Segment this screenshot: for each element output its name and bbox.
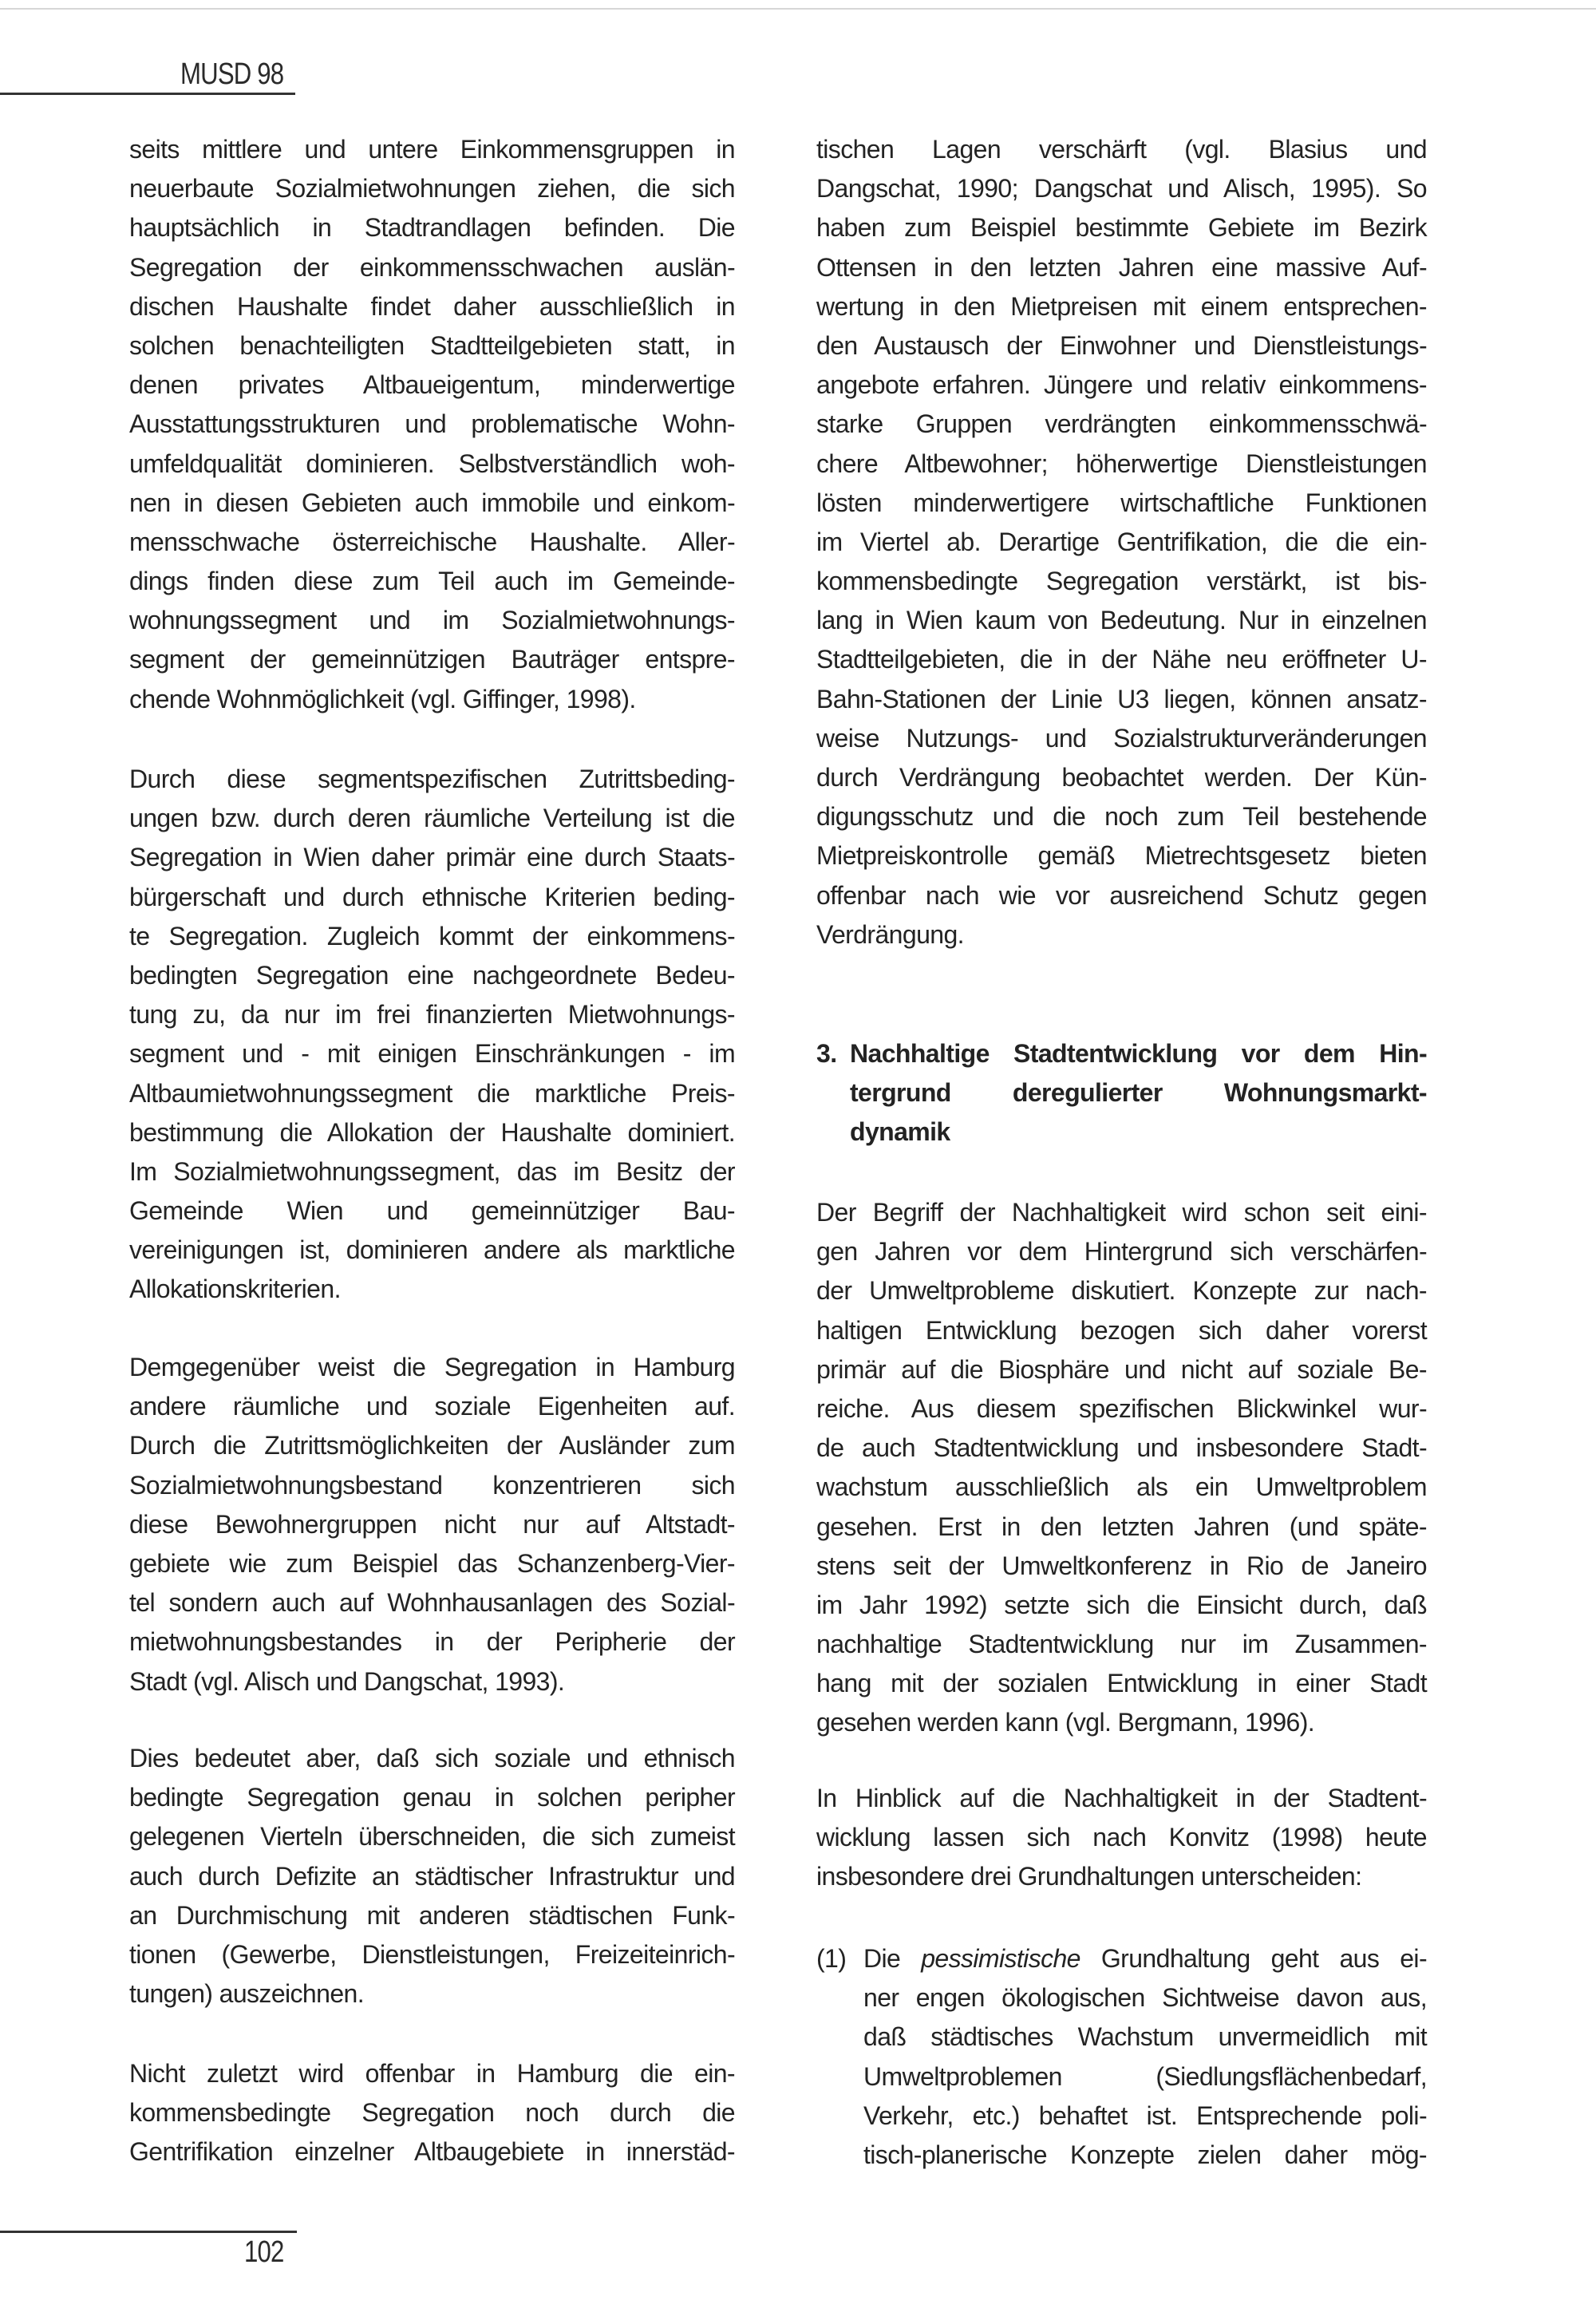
- text-line: gebiete wie zum Beispiel das Schanzenberg-Vier-: [129, 1548, 735, 1578]
- text-line: dynamik: [850, 1117, 950, 1147]
- text-line: Sozialmietwohnungsbestand konzentrieren sich: [129, 1470, 735, 1500]
- text-line: chende Wohnmöglichkeit (vgl. Giffinger, 1998).: [129, 684, 636, 713]
- text-line: lösten minderwertigere wirtschaftliche Funktionen: [816, 488, 1427, 517]
- text-line: solchen benachteiligten Stadtteilgebieten statt, in: [129, 330, 735, 360]
- right-paragraph-3: [816, 1779, 1427, 1897]
- text-line: bedingte Segregation genau in solchen peripher: [129, 1783, 735, 1812]
- text-line: bürgerschaft und durch ethnische Kriterien beding-: [129, 882, 735, 911]
- text-line: weise Nutzungs- und Sozialstrukturveränderungen: [816, 723, 1427, 753]
- text-line: Gemeinde Wien und gemeinnütziger Bau-: [129, 1196, 735, 1226]
- text-line: wohnungssegment und im Sozialmietwohnungs-: [129, 606, 735, 635]
- text-line: an Durchmischung mit anderen städtischen Funk-: [129, 1900, 735, 1930]
- text-line: Ottensen in den letzten Jahren eine massive Auf-: [816, 252, 1427, 282]
- text-line: Segregation der einkommensschwachen auslän-: [129, 252, 735, 282]
- text-line: reiche. Aus diesem spezifischen Blickwinkel wur-: [816, 1393, 1427, 1423]
- left-paragraph-1: [129, 130, 735, 719]
- text-line: Altbaumietwohnungssegment die marktliche Preis-: [129, 1078, 735, 1108]
- text-line: insbesondere drei Grundhaltungen unterscheiden:: [816, 1862, 1362, 1891]
- text-line: Mietpreiskontrolle gemäß Mietrechtsgesetz bieten: [816, 841, 1427, 871]
- text-line: tung zu, da nur im frei finanzierten Mietwohnungs-: [129, 1000, 735, 1030]
- text-line: tungen) auszeichnen.: [129, 1979, 365, 2009]
- footer-rule: [0, 2231, 297, 2233]
- text-line: kommensbedingte Segregation verstärkt, ist bis-: [816, 567, 1427, 596]
- text-line: bedingten Segregation eine nachgeordnete Bedeu-: [129, 960, 735, 990]
- text-line: bestimmung die Allokation der Haushalte dominiert.: [129, 1117, 735, 1147]
- list-marker: (1): [816, 1944, 847, 1973]
- section-title: [850, 1034, 1427, 1152]
- text-line: digungsschutz und die noch zum Teil bestehende: [816, 802, 1427, 832]
- text-line: Stadtteilgebieten, die in der Nähe neu eröffneter U-: [816, 645, 1427, 674]
- list-item: [816, 1939, 1427, 2175]
- text-line: nachhaltige Stadtentwicklung nur im Zusammen-: [816, 1630, 1427, 1659]
- text-line: angebote erfahren. Jüngere und relativ einkommens-: [816, 370, 1427, 400]
- text-line: hang mit der sozialen Entwicklung in einer Stadt: [816, 1669, 1427, 1698]
- page-number: 102: [244, 2235, 284, 2269]
- text-run: Die: [863, 1944, 922, 1973]
- text-line: haben zum Beispiel bestimmte Gebiete im Bezirk: [816, 213, 1427, 243]
- left-paragraph-4: [129, 1739, 735, 2014]
- section-heading: [816, 1034, 1427, 1152]
- text-line: haltigen Entwicklung bezogen sich daher vorerst: [816, 1315, 1427, 1345]
- text-line: tel sondern auch auf Wohnhausanlagen des Sozial-: [129, 1588, 735, 1618]
- right-paragraph-1: [816, 130, 1427, 954]
- text-line: chere Altbewohner; höherwertige Dienstleistungen: [816, 449, 1427, 478]
- text-line: stens seit der Umweltkonferenz in Rio de Janeiro: [816, 1551, 1427, 1580]
- section-number: 3.: [816, 1039, 837, 1068]
- text-line: lang in Wien kaum von Bedeutung. Nur in einzelnen: [816, 606, 1427, 635]
- text-line: Demgegenüber weist die Segregation in Hamburg: [129, 1353, 735, 1381]
- text-line: neuerbaute Sozialmietwohnungen ziehen, die sich: [129, 174, 735, 204]
- text-line: de auch Stadtentwicklung und insbesondere Stadt-: [816, 1433, 1427, 1463]
- text-line: te Segregation. Zugleich kommt der einkommens-: [129, 921, 735, 950]
- text-line: wicklung lassen sich nach Konvitz (1998) heute: [816, 1823, 1427, 1852]
- text-line: im Viertel ab. Derartige Gentrifikation, die die ein-: [816, 527, 1427, 556]
- text-line: Bahn-Stationen der Linie U3 liegen, können ansatz-: [816, 684, 1427, 713]
- right-paragraph-2: [816, 1193, 1427, 1743]
- text-line: Nicht zuletzt wird offenbar in Hamburg die ein-: [129, 2059, 735, 2088]
- text-line: offenbar nach wie vor ausreichend Schutz gegen: [816, 880, 1427, 910]
- text-line: hauptsächlich in Stadtrandlagen befinden. Die: [129, 213, 735, 243]
- text-line: segment und - mit einigen Einschränkungen - im: [129, 1039, 735, 1069]
- text-line: daß städtisches Wachstum unvermeidlich mit: [863, 2022, 1427, 2052]
- text-line: dings finden diese zum Teil auch im Gemeinde-: [129, 567, 735, 596]
- text-line: Durch diese segmentspezifischen Zutrittsbeding-: [129, 765, 735, 793]
- left-paragraph-2: [129, 760, 735, 1310]
- text-line: Verkehr, etc.) behaftet ist. Entsprechende poli-: [863, 2101, 1427, 2130]
- text-run: Grundhaltung geht aus ei-: [1080, 1944, 1428, 1973]
- text-line: tischen Lagen verschärft (vgl. Blasius und: [816, 135, 1427, 164]
- text-line: dischen Haushalte findet daher ausschließlich in: [129, 291, 735, 321]
- text-line: seits mittlere und untere Einkommensgruppen in: [129, 135, 735, 164]
- text-line: vereinigungen ist, dominieren andere als marktliche: [129, 1235, 735, 1265]
- text-line: Ausstattungsstrukturen und problematische Wohn-: [129, 409, 735, 439]
- text-line: ner engen ökologischen Sichtweise davon aus,: [863, 1983, 1427, 2013]
- header-rule: [0, 93, 295, 95]
- text-line: [863, 1939, 1427, 1978]
- left-paragraph-5: [129, 2054, 735, 2172]
- text-line: gen Jahren vor dem Hintergrund sich verschärfen-: [816, 1237, 1427, 1267]
- text-line: primär auf die Biosphäre und nicht auf soziale Be-: [816, 1354, 1427, 1384]
- emphasis-text: pessimistische: [921, 1944, 1080, 1973]
- text-line: durch Verdrängung beobachtet werden. Der Kün-: [816, 763, 1427, 792]
- text-line: Dies bedeutet aber, daß sich soziale und ethnisch: [129, 1744, 735, 1773]
- text-line: starke Gruppen verdrängten einkommensschwä-: [816, 409, 1427, 439]
- text-line: mietwohnungsbestandes in der Peripherie der: [129, 1627, 735, 1657]
- left-paragraph-3: [129, 1348, 735, 1701]
- text-line: segment der gemeinnützigen Bauträger entspre-: [129, 645, 735, 674]
- text-line: Durch die Zutrittsmöglichkeiten der Ausländer zum: [129, 1431, 735, 1460]
- running-head: MUSD 98: [180, 57, 284, 91]
- text-line: Verdrängung.: [816, 919, 964, 949]
- text-line: denen privates Altbaueigentum, minderwertige: [129, 370, 735, 400]
- text-line: auch durch Defizite an städtischer Infrastruktur und: [129, 1861, 735, 1891]
- text-line: mensschwache österreichische Haushalte. Aller-: [129, 527, 735, 556]
- text-line: Stadt (vgl. Alisch und Dangschat, 1993).: [129, 1666, 565, 1696]
- scan-edge-line: [0, 8, 1596, 10]
- text-line: umfeldqualität dominieren. Selbstverständlich woh-: [129, 449, 735, 478]
- list-item-lines: [863, 1978, 1427, 2175]
- text-line: Nachhaltige Stadtentwicklung vor dem Hin-: [850, 1039, 1427, 1068]
- text-line: diese Bewohnergruppen nicht nur auf Altstadt-: [129, 1509, 735, 1539]
- text-line: gesehen werden kann (vgl. Bergmann, 1996).: [816, 1708, 1315, 1737]
- text-line: ungen bzw. durch deren räumliche Verteilung ist die: [129, 804, 735, 833]
- text-line: gelegenen Vierteln überschneiden, die sich zumeist: [129, 1822, 735, 1852]
- text-line: den Austausch der Einwohner und Dienstleistungs-: [816, 330, 1427, 360]
- text-line: tionen (Gewerbe, Dienstleistungen, Freizeiteinrich-: [129, 1939, 735, 1969]
- text-line: nen in diesen Gebieten auch immobile und einkom-: [129, 488, 735, 517]
- text-line: Segregation in Wien daher primär eine durch Staats-: [129, 843, 735, 872]
- text-line: Der Begriff der Nachhaltigkeit wird schon seit eini-: [816, 1198, 1427, 1227]
- text-line: wachstum ausschließlich als ein Umweltproblem: [816, 1472, 1427, 1502]
- text-line: wertung in den Mietpreisen mit einem entsprechen-: [816, 291, 1427, 321]
- text-line: gesehen. Erst in den letzten Jahren (und späte-: [816, 1512, 1427, 1541]
- text-line: tisch-planerische Konzepte zielen daher mög-: [863, 2140, 1427, 2169]
- text-line: Allokationskriterien.: [129, 1275, 341, 1304]
- text-line: Umweltproblemen (Siedlungsflächenbedarf,: [863, 2061, 1427, 2091]
- text-line: kommensbedingte Segregation noch durch die: [129, 2098, 735, 2128]
- text-line: tergrund deregulierter Wohnungsmarkt-: [850, 1078, 1427, 1108]
- text-line: im Jahr 1992) setzte sich die Einsicht durch, daß: [816, 1590, 1427, 1619]
- text-line: der Umweltprobleme diskutiert. Konzepte zur nach-: [816, 1276, 1427, 1306]
- text-line: andere räumliche und soziale Eigenheiten auf.: [129, 1392, 735, 1421]
- text-line: Dangschat, 1990; Dangschat und Alisch, 1995). So: [816, 174, 1427, 204]
- text-line: In Hinblick auf die Nachhaltigkeit in der Stadtent-: [816, 1784, 1427, 1812]
- text-line: Im Sozialmietwohnungssegment, das im Besitz der: [129, 1156, 735, 1186]
- text-line: Gentrifikation einzelner Altbaugebiete in innerstäd-: [129, 2137, 735, 2167]
